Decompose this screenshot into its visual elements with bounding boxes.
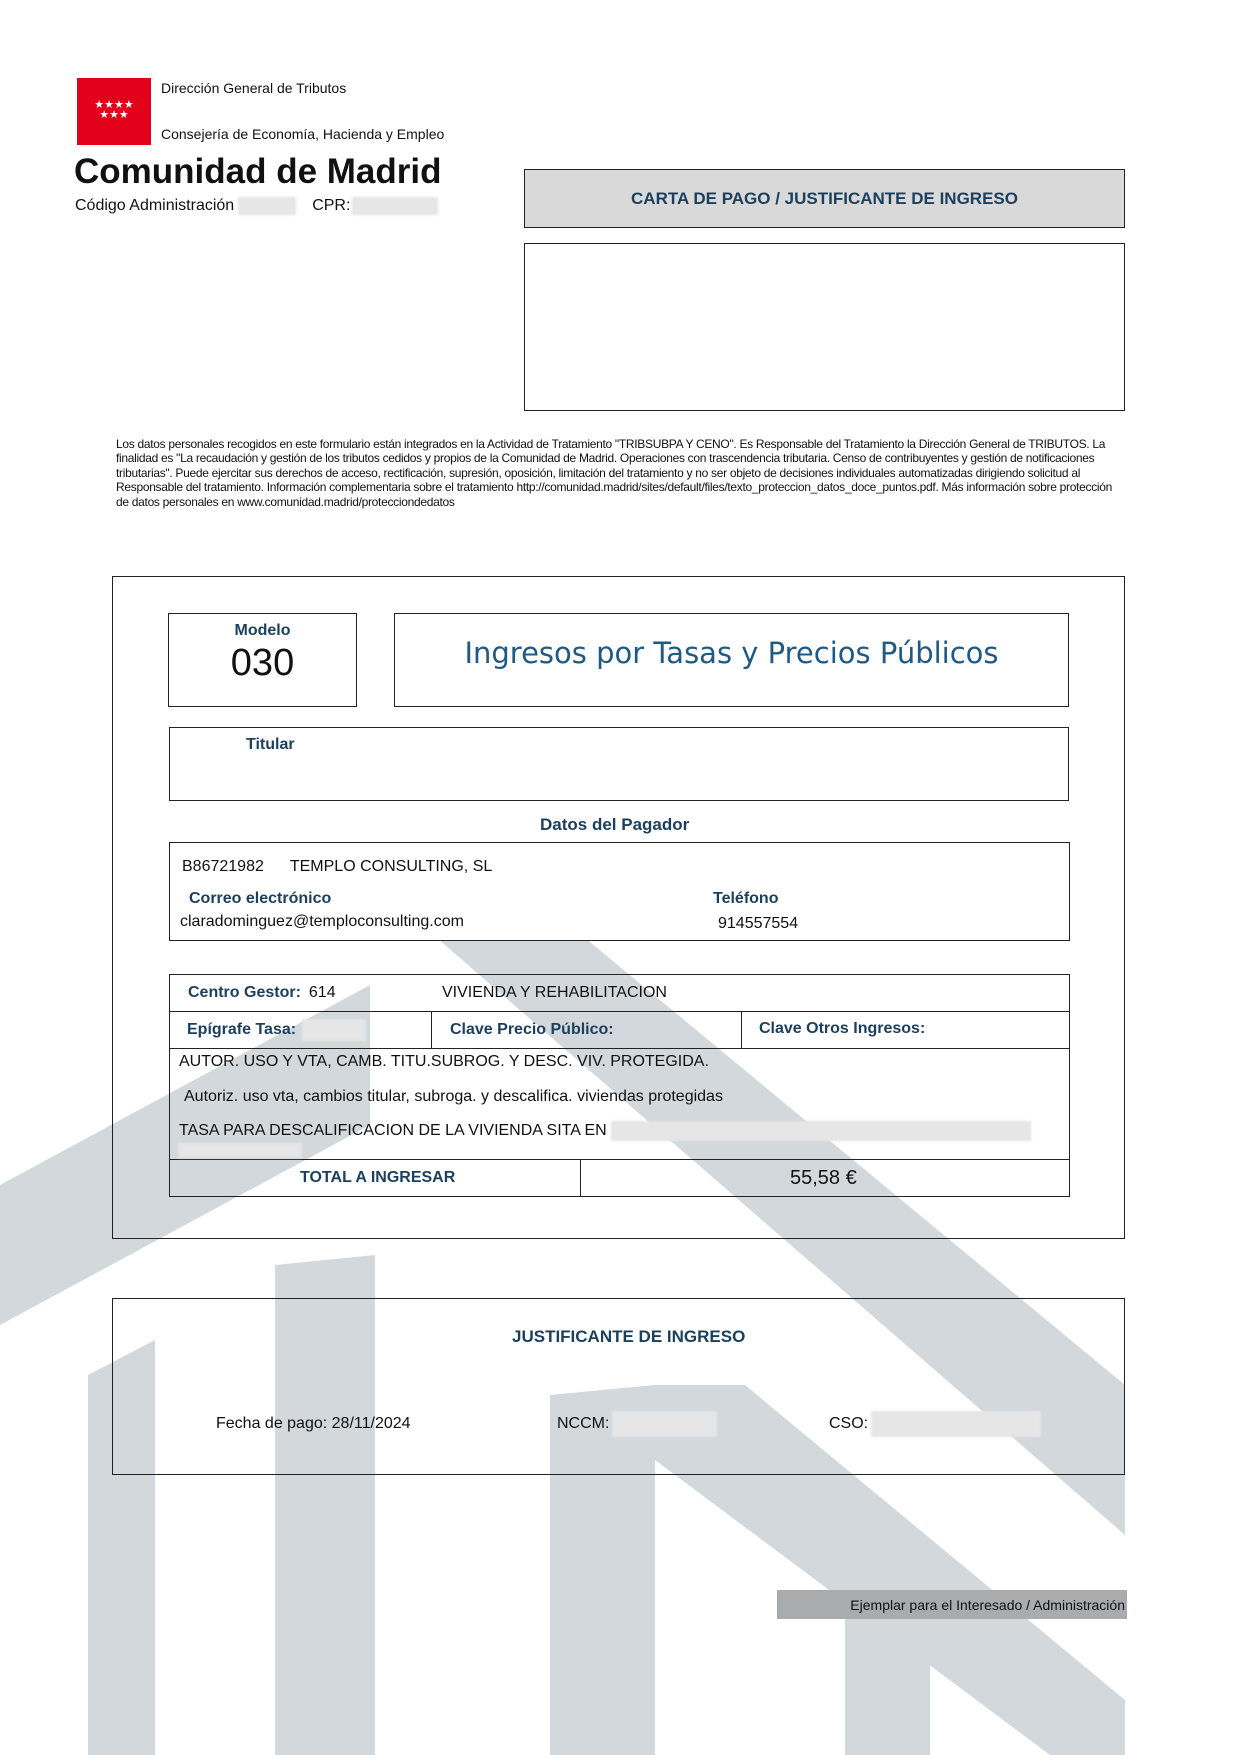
tax-detail-table bbox=[169, 974, 1070, 1197]
fecha-pago: Fecha de pago: 28/11/2024 bbox=[216, 1415, 411, 1432]
org-name: Comunidad de Madrid bbox=[74, 152, 442, 191]
pagador-heading: Datos del Pagador bbox=[540, 815, 690, 834]
justificante-box bbox=[112, 1298, 1125, 1475]
nccm-label: NCCM: bbox=[557, 1415, 610, 1432]
privacy-notice: Los datos personales recogidos en este formulario están integrados en la Actividad de Tratamiento "TRIBSUBPA Y CENO". Es Responsable del Tratamiento la Dirección General de TRIBUTOS. La finalidad es "La recaudación y gestión de los tributos cedidos y propios de la Comunidad de Madrid. Operaciones con trascendencia tributaria. Censo de contribuyentes y gestión de notificaciones tributarias". Puede ejercitar sus derechos de acceso, rectificación, supresión, oposición, limitación del tratamiento y no ser objeto de decisiones individuales automatizadas dirigiendo solicitud al Responsable del tratamiento. Información complementaria sobre el tratamiento http://comunidad.madrid/sites/default/files/texto_proteccion_datos_doce_puntos.pdf. Más información sobre protección de datos personales en www.comunidad.madrid/protecciondedatos bbox=[116, 437, 1113, 509]
centro-name: VIVIENDA Y REHABILITACION bbox=[442, 984, 667, 1001]
centro-gestor-row bbox=[188, 975, 336, 1011]
row-divider bbox=[170, 1048, 1069, 1049]
cso-field bbox=[829, 1411, 1041, 1437]
clave-otros-label: Clave Otros Ingresos: bbox=[759, 1020, 926, 1037]
codigo-label: Código Administración bbox=[75, 197, 235, 214]
epigrafe-label: Epígrafe Tasa: bbox=[187, 1021, 297, 1038]
phone-value: 914557554 bbox=[718, 915, 799, 932]
codigo-redacted bbox=[238, 197, 296, 215]
copy-label: Ejemplar para el Interesado / Administración bbox=[850, 1597, 1125, 1613]
department-name: Dirección General de Tributos bbox=[161, 80, 347, 96]
concept-line-1: AUTOR. USO Y VTA, CAMB. TITU.SUBROG. Y DESC. VIV. PROTEGIDA. bbox=[179, 1053, 709, 1070]
nccm-redacted bbox=[612, 1411, 717, 1437]
comunidad-madrid-logo: ★★★★ ★★★ bbox=[77, 78, 151, 145]
phone-label: Teléfono bbox=[713, 890, 779, 907]
cso-label: CSO: bbox=[829, 1415, 869, 1432]
ministry-name: Consejería de Economía, Hacienda y Empleo bbox=[161, 126, 445, 142]
concept-line-3-row bbox=[179, 1121, 1031, 1141]
doc-title: CARTA DE PAGO / JUSTIFICANTE DE INGRESO bbox=[631, 188, 1018, 208]
centro-code: 614 bbox=[308, 984, 336, 1001]
pagador-identity bbox=[182, 858, 492, 876]
concept-line-2: Autoriz. uso vta, cambios titular, subroga. y descalifica. viviendas protegidas bbox=[184, 1088, 723, 1105]
address-redacted-2 bbox=[178, 1143, 302, 1158]
centro-label: Centro Gestor: bbox=[188, 984, 301, 1001]
email-value: claradominguez@temploconsulting.com bbox=[180, 913, 464, 930]
cpr-label: CPR: bbox=[312, 197, 351, 214]
col-divider bbox=[580, 1159, 581, 1197]
modelo-value: 030 bbox=[230, 642, 295, 684]
pagador-name: TEMPLO CONSULTING, SL bbox=[289, 858, 493, 875]
epigrafe-redacted bbox=[302, 1019, 366, 1041]
row-divider bbox=[170, 1159, 1069, 1160]
titular-label: Titular bbox=[246, 736, 295, 753]
total-value: 55,58 € bbox=[790, 1167, 857, 1189]
total-label: TOTAL A INGRESAR bbox=[300, 1169, 456, 1186]
modelo-box bbox=[168, 613, 357, 707]
cpr-redacted bbox=[352, 197, 438, 215]
copy-label-bar bbox=[777, 1590, 1127, 1619]
modelo-label: Modelo bbox=[234, 622, 291, 639]
justificante-heading: JUSTIFICANTE DE INGRESO bbox=[512, 1327, 746, 1346]
doc-title-box bbox=[524, 169, 1125, 228]
epigrafe-cell bbox=[187, 1012, 366, 1048]
codigo-administracion bbox=[75, 197, 438, 215]
col-divider bbox=[741, 1011, 742, 1049]
form-title-box bbox=[394, 613, 1069, 707]
pagador-box bbox=[169, 842, 1070, 941]
barcode-area bbox=[524, 243, 1125, 411]
nccm-field bbox=[557, 1411, 717, 1437]
titular-box bbox=[169, 727, 1069, 801]
pagador-nif: B86721982 bbox=[182, 858, 264, 875]
concept-line-3: TASA PARA DESCALIFICACION DE LA VIVIENDA SITA EN bbox=[179, 1122, 607, 1139]
clave-precio-label: Clave Precio Público: bbox=[450, 1021, 614, 1038]
form-title: Ingresos por Tasas y Precios Públicos bbox=[464, 636, 999, 670]
address-redacted bbox=[611, 1121, 1031, 1141]
col-divider bbox=[431, 1011, 432, 1049]
email-label: Correo electrónico bbox=[189, 890, 332, 907]
cso-redacted bbox=[871, 1411, 1041, 1437]
